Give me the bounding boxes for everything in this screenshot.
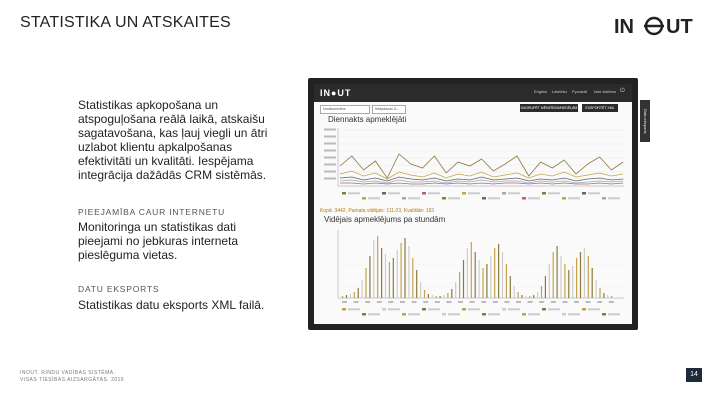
chart2-bar (553, 252, 554, 298)
chart2-bar (412, 258, 413, 298)
chart2-tick-label (400, 301, 405, 303)
export-xml-button[interactable]: EKSPORTĒT XML (582, 104, 618, 112)
chart2-legend-label (608, 313, 620, 315)
chart2-bar (358, 288, 359, 298)
chart2-bar (549, 264, 550, 298)
chart2-tick-label (412, 301, 417, 303)
chart1-legend-label (388, 192, 400, 194)
chart2-legend-label (408, 313, 420, 315)
chart2-bar (529, 296, 530, 298)
chart1-tick-label (324, 157, 336, 159)
chart2-tick-label (470, 301, 475, 303)
chart2-bar (603, 293, 604, 298)
app-screenshot (314, 84, 632, 324)
chart2-bar (432, 295, 433, 298)
chart2-bar (455, 282, 456, 298)
chart2-bar (373, 240, 374, 298)
chart2-bar (568, 270, 569, 298)
chart1-tick-label (324, 129, 336, 131)
chart2-bar (576, 258, 577, 298)
chart2-bar (599, 288, 600, 298)
chart2-bar (389, 262, 390, 298)
chart2-tick-label (493, 301, 498, 303)
chart2-legend-label (508, 308, 520, 310)
summary-text: Kopā: 3442, Pamata vidējais: 111.03, Kvalitāte: 193 (320, 208, 435, 214)
chart2-title: Vidējais apmeklējums pa stundām (324, 215, 446, 224)
chart2-bar (545, 276, 546, 298)
section-export (78, 284, 278, 312)
chart2-bar (611, 296, 612, 298)
chart2-tick-label (354, 301, 359, 303)
chart2-legend-swatch (502, 308, 506, 311)
chart1-series-line (340, 154, 623, 178)
chart2-bar (498, 244, 499, 298)
chart2-bar (447, 293, 448, 298)
chart1-legend-swatch (522, 197, 526, 200)
chart2-tick-label (365, 301, 370, 303)
chart1-tick-label (324, 178, 336, 180)
chart1-legend-swatch (562, 197, 566, 200)
chart1-legend-label (408, 197, 420, 199)
chart2-legend-swatch (522, 313, 526, 316)
chart2-tick-label (458, 301, 463, 303)
chart2-bar (354, 292, 355, 298)
chart2-legend-swatch (382, 308, 386, 311)
chart2-bar (502, 252, 503, 298)
chart2-tick-label (551, 301, 556, 303)
side-export-tab[interactable]: Datu eksports (640, 100, 650, 142)
chart2-legend-label (588, 308, 600, 310)
chart2-bar (471, 242, 472, 298)
chart2-tick-label (377, 301, 382, 303)
chart2-bar (592, 268, 593, 298)
chart2-legend-label (548, 308, 560, 310)
hourly-visits-chart (318, 226, 628, 322)
chart2-legend-label (488, 313, 500, 315)
chart2-bar (475, 252, 476, 298)
section2-text: Statistikas datu eksports XML failā. (78, 298, 265, 312)
chart2-legend-label (428, 308, 440, 310)
chart2-bar (564, 264, 565, 298)
nav-russian[interactable]: Русский (572, 89, 587, 94)
chart2-bar (572, 266, 573, 298)
chart1-legend-label (588, 192, 600, 194)
chart2-bar (416, 270, 417, 298)
chart1-legend-label (368, 197, 380, 199)
chart2-bar (463, 260, 464, 298)
chart2-bar (385, 254, 386, 298)
chart2-bar (588, 256, 589, 298)
chart2-bar (560, 256, 561, 298)
chart2-tick-label (481, 301, 486, 303)
chart2-legend-swatch (402, 313, 406, 316)
chart2-legend-label (388, 308, 400, 310)
chart2-bar (479, 260, 480, 298)
chart2-bar (350, 294, 351, 298)
chart2-bar (521, 295, 522, 298)
department-select[interactable]: Nodaļa/ekrāns (320, 105, 370, 114)
chart1-legend-label (508, 192, 520, 194)
section-internet (78, 207, 278, 262)
slide-title: STATISTIKA UN ATSKAITES (20, 14, 231, 31)
chart2-bar (533, 295, 534, 298)
chart2-tick-label (516, 301, 521, 303)
chart2-bar (459, 272, 460, 298)
chart1-legend-swatch (462, 192, 466, 195)
chart2-tick-label (342, 301, 347, 303)
chart2-tick-label (388, 301, 393, 303)
chart1-tick-label (324, 171, 336, 173)
chart1-legend-swatch (382, 192, 386, 195)
chart2-bar (514, 286, 515, 298)
chart2-bar (408, 246, 409, 298)
chart2-legend-label (528, 313, 540, 315)
app-logo: IN●UT (320, 88, 352, 98)
chart2-bar (362, 280, 363, 298)
chart1-tick-label (324, 143, 336, 145)
chart1-legend-label (608, 197, 620, 199)
chart2-bar (580, 252, 581, 298)
chart2-tick-label (504, 301, 509, 303)
chart2-bar (401, 243, 402, 298)
power-icon[interactable]: ⏻ (620, 88, 625, 94)
chart2-bar (369, 256, 370, 298)
chart1-legend-swatch (502, 192, 506, 195)
chart1-tick-label (324, 150, 336, 152)
section1-text: Monitoringa un statistikas dati pieejami no jebkuras interneta pieslēguma vietas. (78, 220, 239, 262)
chart2-bar (436, 296, 437, 298)
chart2-tick-label (609, 301, 614, 303)
chart1-legend-swatch (362, 197, 366, 200)
chart1-legend-label (448, 197, 460, 199)
chart1-tick-label (324, 164, 336, 166)
chart2-bar (584, 248, 585, 298)
chart2-bar (404, 238, 405, 298)
chart1-legend-swatch (482, 197, 486, 200)
chart2-bar (482, 268, 483, 298)
chart2-legend-label (448, 313, 460, 315)
nav-latvian[interactable]: Latviešu (552, 89, 567, 94)
chart2-tick-label (586, 301, 591, 303)
chart1-legend-swatch (422, 192, 426, 195)
chart1-legend-label (428, 192, 440, 194)
nav-logout[interactable]: Iziet sistēmu (594, 89, 617, 94)
chart2-bar (443, 295, 444, 298)
chart1-legend-label (488, 197, 500, 199)
chart2-legend-swatch (602, 313, 606, 316)
chart2-legend-swatch (442, 313, 446, 316)
chart2-bar (607, 295, 608, 298)
chart2-bar (346, 295, 347, 298)
chart2-legend-label (368, 313, 380, 315)
chart2-tick-label (597, 301, 602, 303)
chart1-legend-label (548, 192, 560, 194)
footer (20, 370, 124, 384)
logo-text-in: IN (614, 16, 634, 38)
chart2-bar (486, 264, 487, 298)
chart2-bar (428, 294, 429, 298)
chart2-bar (506, 264, 507, 298)
chart1-legend-swatch (602, 197, 606, 200)
daily-visits-chart (318, 126, 628, 206)
chart2-bar (440, 296, 441, 298)
chart2-tick-label (435, 301, 440, 303)
chart2-bar (494, 248, 495, 298)
intro-block (78, 98, 278, 182)
chart2-legend-swatch (362, 313, 366, 316)
chart2-legend-swatch (542, 308, 546, 311)
chart2-bar (518, 292, 519, 298)
chart2-bar (596, 280, 597, 298)
chart2-bar (537, 292, 538, 298)
chart1-legend-swatch (442, 197, 446, 200)
chart1-legend-swatch (582, 192, 586, 195)
chart2-legend-label (348, 308, 360, 310)
chart2-bar (397, 250, 398, 298)
logo-text-ut: UT (666, 16, 693, 38)
chart2-legend-swatch (462, 308, 466, 311)
footer-line1: INOUT. RINDU VADĪBAS SISTĒMA. (20, 370, 116, 376)
period-select[interactable]: Iekāpšanas D... (372, 105, 406, 114)
chart2-legend-swatch (422, 308, 426, 311)
monitor-frame (308, 78, 638, 330)
group-button[interactable]: SAGRUPĒT MĒNEŠIEM/NEDĒĻĀM (520, 106, 578, 110)
chart2-tick-label (528, 301, 533, 303)
chart2-legend-swatch (482, 313, 486, 316)
chart2-bar (490, 256, 491, 298)
footer-line2: VISAS TIESĪBAS AIZSARGĀTAS. 2016 (20, 377, 125, 383)
chart2-bar (541, 286, 542, 298)
chart1-legend-label (568, 197, 580, 199)
chart2-bar (377, 236, 378, 298)
chart1-legend-label (468, 192, 480, 194)
chart2-legend-swatch (342, 308, 346, 311)
chart2-legend-label (568, 313, 580, 315)
chart2-bar (365, 268, 366, 298)
chart2-bar (557, 246, 558, 298)
chart2-bar (467, 248, 468, 298)
section2-label: DATU EKSPORTS (78, 284, 160, 294)
chart2-bar (525, 296, 526, 298)
chart1-legend-label (528, 197, 540, 199)
chart2-tick-label (574, 301, 579, 303)
chart2-bar (420, 282, 421, 298)
chart2-bar (510, 276, 511, 298)
chart2-tick-label (446, 301, 451, 303)
inout-logo (614, 14, 698, 38)
chart1-series-line (340, 183, 623, 184)
chart2-bar (381, 248, 382, 298)
chart1-legend-swatch (402, 197, 406, 200)
chart2-tick-label (562, 301, 567, 303)
chart1-legend-label (348, 192, 360, 194)
chart2-bar (342, 296, 343, 298)
section1-label: PIEEJAMĪBA CAUR INTERNETU (78, 207, 226, 217)
chart2-tick-label (539, 301, 544, 303)
chart2-legend-label (468, 308, 480, 310)
chart1-legend-swatch (342, 192, 346, 195)
intro-text: Statistikas apkopošana un atspoguļošana reālā laikā, atskaišu sagatavošana, kas ļauj viegli un ātri uzlabot klientu apkalpošanas efektivitāti un kvalitāti. Iespējama integrācija dažādās CRM sistēmās. (78, 98, 268, 182)
chart1-tick-label (324, 136, 336, 138)
chart1-legend-swatch (542, 192, 546, 195)
chart2-bar (424, 290, 425, 298)
nav-english[interactable]: English (534, 89, 548, 94)
chart2-bar (451, 289, 452, 298)
app-header (314, 84, 632, 102)
chart2-tick-label (423, 301, 428, 303)
page-number: 14 (686, 368, 702, 382)
chart2-bar (393, 258, 394, 298)
chart2-legend-swatch (562, 313, 566, 316)
chart1-title: Diennakts apmeklējāti (328, 115, 407, 124)
chart2-legend-swatch (582, 308, 586, 311)
